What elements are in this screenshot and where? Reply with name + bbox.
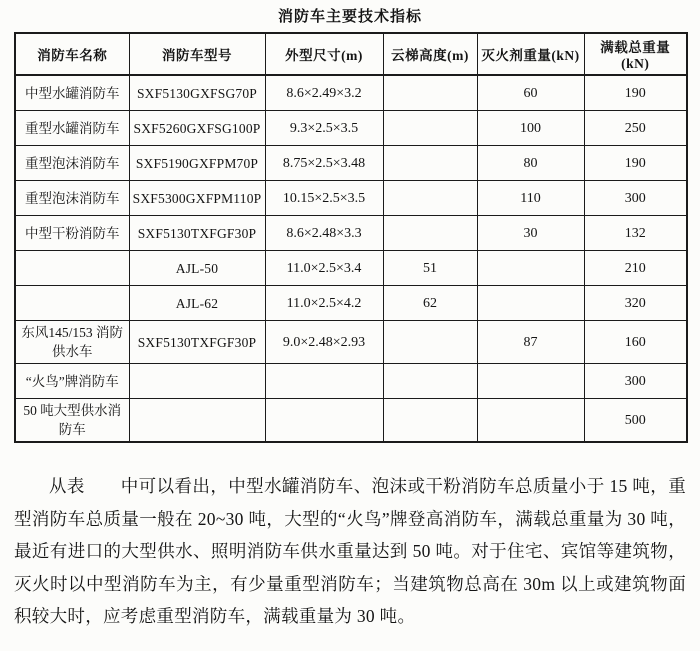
cell-ladder-height [383, 364, 477, 399]
cell-ladder-height [383, 146, 477, 181]
table-row [15, 364, 687, 399]
cell-dimensions: 10.15×2.5×3.5 [265, 181, 383, 216]
cell-gross-weight: 250 [584, 111, 687, 146]
fire-truck-spec-table [14, 32, 688, 443]
column-header-name: 消防车名称 [15, 33, 129, 75]
cell-gross-weight: 300 [584, 364, 687, 399]
cell-ladder-height [383, 75, 477, 111]
cell-ladder-height [383, 216, 477, 251]
cell-gross-weight: 300 [584, 181, 687, 216]
cell-truck-name: 东风145/153 消防供水车 [15, 321, 129, 364]
cell-dimensions [265, 399, 383, 443]
cell-dimensions: 8.6×2.49×3.2 [265, 75, 383, 111]
cell-agent-weight [477, 364, 584, 399]
cell-truck-model: SXF5130TXFGF30P [129, 321, 265, 364]
table-title: 消防车主要技术指标 [277, 9, 422, 25]
cell-dimensions: 11.0×2.5×3.4 [265, 251, 383, 286]
table-row [15, 251, 687, 286]
cell-truck-model: AJL-50 [129, 251, 265, 286]
cell-gross-weight: 160 [584, 321, 687, 364]
column-header-agent-weight: 灭火剂重量(kN) [477, 33, 584, 75]
cell-ladder-height [383, 181, 477, 216]
cell-gross-weight: 190 [584, 75, 687, 111]
cell-dimensions: 9.3×2.5×3.5 [265, 111, 383, 146]
cell-dimensions: 11.0×2.5×4.2 [265, 286, 383, 321]
cell-dimensions [265, 364, 383, 399]
cell-ladder-height [383, 321, 477, 364]
cell-truck-name: “火鸟”牌消防车 [15, 364, 129, 399]
cell-truck-name: 重型水罐消防车 [15, 111, 129, 146]
cell-gross-weight: 190 [584, 146, 687, 181]
cell-dimensions: 8.75×2.5×3.48 [265, 146, 383, 181]
cell-truck-model: SXF5260GXFSG100P [129, 111, 265, 146]
cell-truck-name: 50 吨大型供水消防车 [15, 399, 129, 443]
cell-agent-weight: 60 [477, 75, 584, 111]
cell-truck-name: 中型干粉消防车 [15, 216, 129, 251]
cell-agent-weight [477, 399, 584, 443]
column-header-dimensions: 外型尺寸(m) [265, 33, 383, 75]
cell-truck-name: 重型泡沫消防车 [15, 146, 129, 181]
table-row [15, 321, 687, 364]
cell-gross-weight: 500 [584, 399, 687, 443]
cell-gross-weight: 320 [584, 286, 687, 321]
cell-gross-weight: 210 [584, 251, 687, 286]
column-header-ladder-height: 云梯高度(m) [383, 33, 477, 75]
cell-agent-weight: 80 [477, 146, 584, 181]
cell-truck-name: 重型泡沫消防车 [15, 181, 129, 216]
table-row [15, 181, 687, 216]
cell-agent-weight: 30 [477, 216, 584, 251]
cell-truck-name: 中型水罐消防车 [15, 75, 129, 111]
cell-agent-weight: 100 [477, 111, 584, 146]
column-header-gross-weight: 满载总重量(kN) [584, 33, 687, 75]
cell-dimensions: 8.6×2.48×3.3 [265, 216, 383, 251]
cell-agent-weight [477, 251, 584, 286]
cell-ladder-height [383, 111, 477, 146]
cell-ladder-height: 62 [383, 286, 477, 321]
cell-truck-model [129, 399, 265, 443]
table-row [15, 216, 687, 251]
cell-ladder-height: 51 [383, 251, 477, 286]
cell-agent-weight: 87 [477, 321, 584, 364]
cell-truck-name [15, 251, 129, 286]
table-row [15, 146, 687, 181]
table-row [15, 75, 687, 111]
table-row [15, 286, 687, 321]
cell-dimensions: 9.0×2.48×2.93 [265, 321, 383, 364]
cell-ladder-height [383, 399, 477, 443]
cell-truck-model: AJL-62 [129, 286, 265, 321]
cell-truck-model: SXF5300GXFPM110P [129, 181, 265, 216]
cell-truck-model [129, 364, 265, 399]
cell-truck-model: SXF5130GXFSG70P [129, 75, 265, 111]
cell-agent-weight: 110 [477, 181, 584, 216]
cell-agent-weight [477, 286, 584, 321]
cell-truck-model: SXF5130TXFGF30P [129, 216, 265, 251]
cell-gross-weight: 132 [584, 216, 687, 251]
header-row [15, 33, 687, 75]
table-row [15, 399, 687, 443]
column-header-model: 消防车型号 [129, 33, 265, 75]
cell-truck-name [15, 286, 129, 321]
cell-truck-model: SXF5190GXFPM70P [129, 146, 265, 181]
table-row [15, 111, 687, 146]
analysis-paragraph: 从表 中可以看出，中型水罐消防车、泡沫或干粉消防车总质量小于 15 吨，重型消防车总质量一般在 20~30 吨，大型的“火鸟”牌登高消防车，满载总重量为 30 吨，最近有进口的大型供水、照明消防车供水重量达到 50 吨。对于住宅、宾馆等建筑物，灭火时以中型消防车为主，有少量重型消防车；当建筑物总高在 30m 以上或建筑物面积较大时，应考虑重型消防车，满载重量为 30 吨。 [14, 476, 686, 626]
